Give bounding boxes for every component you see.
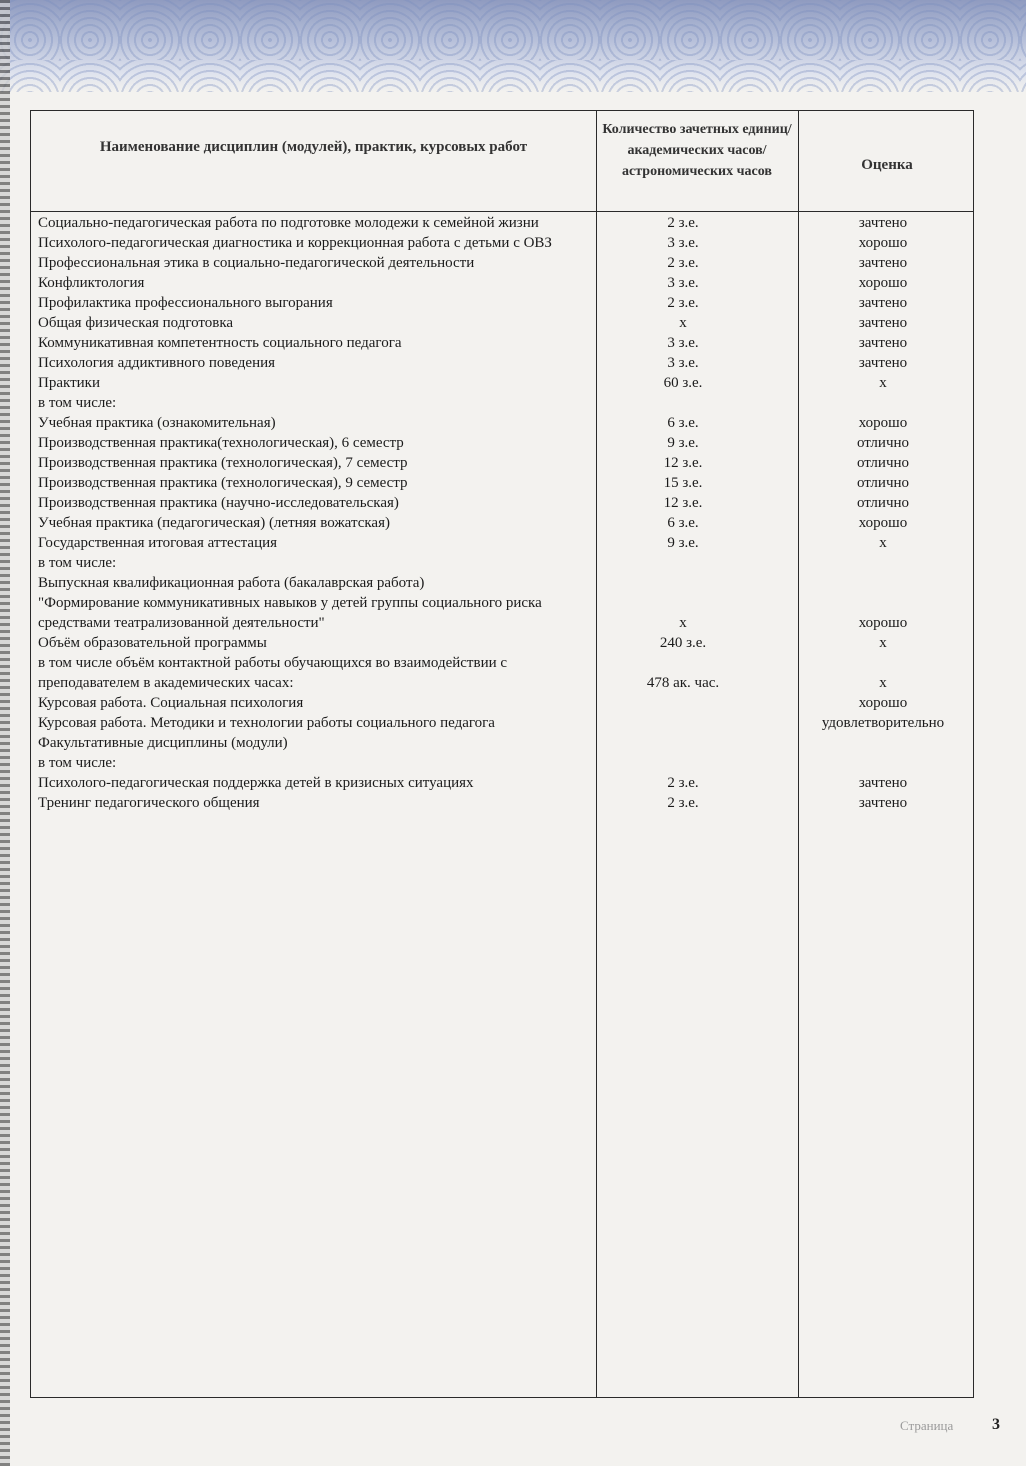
discipline-name: в том числе объём контактной работы обучающихся во взаимодействии с преподавателем в академических часах: <box>38 655 508 691</box>
credit-count: 240 з.е. <box>659 635 707 651</box>
credit-count: 12 з.е. <box>663 495 703 511</box>
grade-value: хорошо <box>858 615 908 631</box>
discipline-name: Производственная практика (научно-исследовательская) <box>38 495 399 511</box>
discipline-name: Курсовая работа. Социальная психология <box>38 695 304 711</box>
discipline-name: Практики <box>38 375 100 391</box>
credit-count: х <box>679 315 687 331</box>
discipline-name: Государственная итоговая аттестация <box>38 535 278 551</box>
grade-value: хорошо <box>858 275 908 291</box>
table-row <box>38 633 978 653</box>
table-row <box>38 773 978 793</box>
grade-value: хорошо <box>858 695 908 711</box>
grade-value: хорошо <box>858 235 908 251</box>
grade-value: х <box>879 675 887 691</box>
table-row <box>38 433 978 453</box>
grade-value: отлично <box>856 455 910 471</box>
table-row <box>38 793 978 813</box>
credit-count: 3 з.е. <box>667 335 699 351</box>
grade-value: зачтено <box>858 335 908 351</box>
credit-count: 6 з.е. <box>667 415 699 431</box>
discipline-name: в том числе: <box>38 395 117 411</box>
grade-value: зачтено <box>858 315 908 331</box>
table-row <box>38 293 978 313</box>
credit-count: 60 з.е. <box>663 375 703 391</box>
credit-count: 9 з.е. <box>667 435 699 451</box>
discipline-name: Курсовая работа. Методики и технологии работы социального педагога <box>38 715 495 731</box>
credit-count: х <box>679 615 687 631</box>
discipline-name: Коммуникативная компетентность социального педагога <box>38 335 402 351</box>
credit-count: 2 з.е. <box>667 215 699 231</box>
grade-value: зачтено <box>858 255 908 271</box>
discipline-name: Психолого-педагогическая поддержка детей в кризисных ситуациях <box>38 775 474 791</box>
table-row <box>38 393 978 413</box>
table-row <box>38 313 978 333</box>
credit-count: 3 з.е. <box>667 355 699 371</box>
table-row <box>38 593 978 633</box>
grade-value: х <box>879 375 887 391</box>
discipline-name: Психология аддиктивного поведения <box>38 355 276 371</box>
table-row <box>38 373 978 393</box>
page-number: 3 <box>992 1416 1000 1433</box>
grade-value: отлично <box>856 475 910 491</box>
grade-value: отлично <box>856 435 910 451</box>
discipline-name: Производственная практика (технологическая), 7 семестр <box>38 455 408 471</box>
header-divider <box>31 211 973 212</box>
credit-count: 15 з.е. <box>663 475 703 491</box>
grade-value: зачтено <box>858 795 908 811</box>
credit-count: 2 з.е. <box>667 295 699 311</box>
credit-count: 2 з.е. <box>667 775 699 791</box>
table-row <box>38 553 978 573</box>
table-row <box>38 693 978 713</box>
credit-count: 2 з.е. <box>667 255 699 271</box>
grade-value: хорошо <box>858 415 908 431</box>
grade-value: зачтено <box>858 355 908 371</box>
table-row <box>38 413 978 433</box>
credit-count: 2 з.е. <box>667 795 699 811</box>
table-row <box>38 713 978 733</box>
credit-count: 6 з.е. <box>667 515 699 531</box>
table-row <box>38 533 978 553</box>
discipline-name: в том числе: <box>38 755 117 771</box>
header-discipline-name: Наименование дисциплин (модулей), практик, курсовых работ <box>99 139 528 155</box>
discipline-name: Выпускная квалификационная работа (бакалаврская работа) <box>38 575 425 591</box>
discipline-name: Социально-педагогическая работа по подготовке молодежи к семейной жизни <box>38 215 539 231</box>
table-row <box>38 213 978 233</box>
discipline-name: "Формирование коммуникативных навыков у детей группы социального риска средствами театрализованной деятельности" <box>38 595 542 631</box>
credit-count: 9 з.е. <box>667 535 699 551</box>
discipline-name: Производственная практика(технологическая), 6 семестр <box>38 435 404 451</box>
discipline-name: Учебная практика (ознакомительная) <box>38 415 276 431</box>
discipline-name: Общая физическая подготовка <box>38 315 234 331</box>
header-credit-count: Количество зачетных единиц/ академических часов/ астрономических часов <box>602 122 792 179</box>
grade-value: отлично <box>856 495 910 511</box>
grade-value: зачтено <box>858 775 908 791</box>
header-grade: Оценка <box>861 157 913 173</box>
credit-count: 478 ак. час. <box>646 675 720 691</box>
discipline-name: Учебная практика (педагогическая) (летняя вожатская) <box>38 515 390 531</box>
credit-count: 12 з.е. <box>663 455 703 471</box>
table-row <box>38 453 978 473</box>
table-row <box>38 253 978 273</box>
grade-value: зачтено <box>858 215 908 231</box>
discipline-name: Объём образовательной программы <box>38 635 267 651</box>
discipline-name: Психолого-педагогическая диагностика и коррекционная работа с детьми с ОВЗ <box>38 235 552 251</box>
discipline-name: Производственная практика (технологическая), 9 семестр <box>38 475 408 491</box>
table-row <box>38 653 978 693</box>
grade-value: х <box>879 535 887 551</box>
decorative-ornament-banner <box>0 0 1026 92</box>
table-row <box>38 753 978 773</box>
discipline-name: Тренинг педагогического общения <box>38 795 260 811</box>
binding-edge <box>0 0 10 1466</box>
table-row <box>38 733 978 753</box>
credit-count: 3 з.е. <box>667 275 699 291</box>
table-row <box>38 473 978 493</box>
discipline-name: в том числе: <box>38 555 117 571</box>
grade-value: зачтено <box>858 295 908 311</box>
table-row <box>38 573 978 593</box>
discipline-name: Профилактика профессионального выгорания <box>38 295 333 311</box>
table-row <box>38 513 978 533</box>
table-row <box>38 233 978 253</box>
discipline-name: Конфликтология <box>38 275 145 291</box>
grade-value: удовлетворительно <box>821 715 945 731</box>
table-row <box>38 333 978 353</box>
grade-value: хорошо <box>858 515 908 531</box>
discipline-name: Факультативные дисциплины (модули) <box>38 735 288 751</box>
page-label: Страница <box>900 1418 954 1433</box>
table-row <box>38 353 978 373</box>
grade-value: х <box>879 635 887 651</box>
credit-count: 3 з.е. <box>667 235 699 251</box>
table-row <box>38 493 978 513</box>
table-row <box>38 273 978 293</box>
discipline-name: Профессиональная этика в социально-педагогической деятельности <box>38 255 475 271</box>
grades-table-body <box>38 213 978 813</box>
